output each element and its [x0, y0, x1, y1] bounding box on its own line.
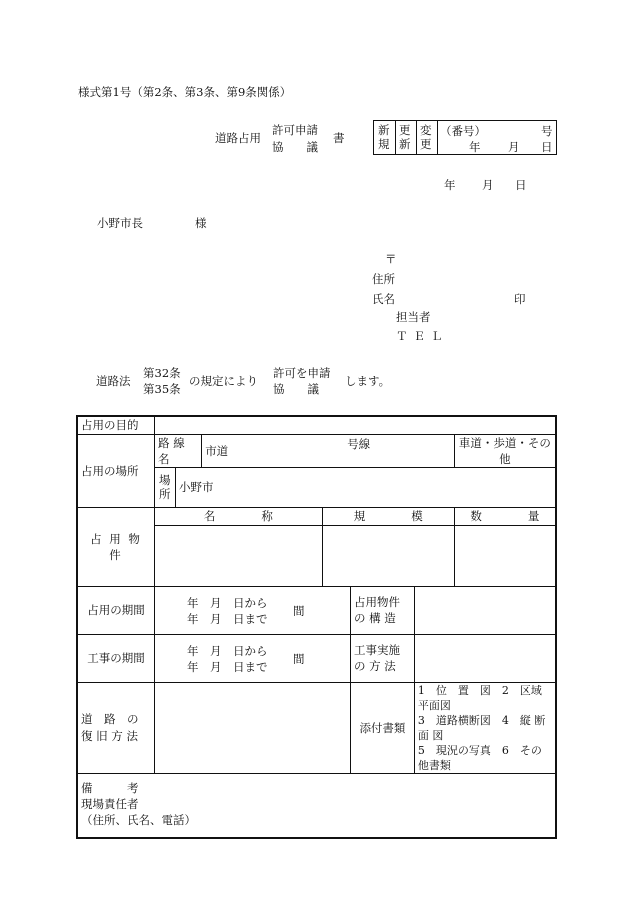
address-label: 住所 — [372, 272, 395, 286]
attach-line-1: 1 位 置 図 2 区域平面図 — [417, 683, 542, 712]
remarks-l2: 現場責任者 — [81, 796, 139, 811]
name-label: 氏名 — [372, 292, 395, 306]
attach-line-3: 5 現況の写真 6 その他書類 — [417, 743, 542, 772]
go-label: 号 — [541, 124, 553, 138]
henko-cell[interactable]: 変更 — [420, 123, 432, 151]
restore-l2: 復 旧 方 法 — [81, 728, 138, 743]
header-nen: 年 — [469, 140, 481, 154]
route-label: 路 線 名 — [155, 434, 202, 467]
date-tsuki: 月 — [482, 178, 494, 192]
remarks-l1: 備 考 — [81, 780, 139, 795]
method-l2: の 方 法 — [353, 659, 396, 673]
col-qty: 数 量 — [454, 507, 556, 525]
purpose-label: 占用の目的 — [77, 416, 155, 434]
statement-art35: 第35条 — [143, 382, 181, 396]
route-type[interactable]: 車道・歩道・その他 — [454, 434, 556, 467]
statement-law: 道路法 — [96, 374, 131, 388]
object-name-field[interactable] — [155, 525, 323, 586]
shinki-cell[interactable]: 新規 — [378, 123, 390, 151]
period-from: 年 月 日から — [187, 595, 268, 610]
work-period-field[interactable] — [155, 634, 351, 682]
method-l1: 工事実施 — [353, 643, 400, 657]
structure-field[interactable] — [414, 586, 556, 634]
statement-art32: 第32条 — [143, 366, 181, 380]
statement-kyoka: 許可を申請 — [273, 366, 331, 380]
form-title: 様式第1号（第2条、第3条、第9条関係） — [78, 85, 292, 99]
work-to: 年 月 日まで — [187, 659, 268, 674]
place-value: 小野市 — [179, 480, 214, 494]
restore-label — [77, 682, 155, 773]
work-period-label: 工事の期間 — [77, 634, 155, 682]
place-field[interactable] — [176, 467, 557, 507]
object-qty-field[interactable] — [454, 525, 556, 586]
period-to: 年 月 日まで — [187, 611, 268, 626]
date-hi: 日 — [515, 178, 527, 192]
object-scale-field[interactable] — [322, 525, 454, 586]
remarks-field[interactable] — [77, 773, 556, 838]
bango-label: （番号） — [440, 124, 486, 138]
method-field[interactable] — [414, 634, 556, 682]
structure-l2: の 構 造 — [353, 611, 396, 625]
sho-label: 書 — [333, 131, 345, 145]
remarks-l3: （住所、氏名、電話） — [81, 812, 196, 827]
person-label: 担当者 — [396, 310, 431, 324]
statement-shimasu: します。 — [345, 374, 391, 388]
col-name: 名 称 — [155, 507, 323, 525]
period-kan: 間 — [293, 603, 305, 618]
kyoka-shinsei-label: 許可申請 — [272, 123, 318, 137]
date-nen: 年 — [444, 178, 456, 192]
attach-label: 添付書類 — [350, 682, 414, 773]
addressee-name: 小野市長 — [97, 216, 143, 230]
route-field[interactable] — [202, 434, 455, 467]
attach-list — [414, 682, 556, 773]
number-box — [373, 120, 557, 155]
structure-label — [350, 586, 414, 634]
postal-mark: 〒 — [385, 252, 397, 266]
restore-field[interactable] — [155, 682, 351, 773]
koshin-cell[interactable]: 更新 — [399, 123, 411, 151]
structure-l1: 占用物件 — [353, 595, 400, 609]
period-label: 占用の期間 — [77, 586, 155, 634]
tel-label: ＴＥＬ — [396, 329, 449, 343]
attach-line-2: 3 道路横断図 4 縦 断 面 図 — [417, 713, 546, 742]
object-label: 占 用 物 件 — [77, 507, 155, 586]
kyogi-label: 協 議 — [272, 140, 318, 154]
road-use-label: 道路占用 — [215, 131, 261, 145]
place-label: 占用の場所 — [77, 434, 155, 507]
work-kan: 間 — [293, 651, 305, 666]
addressee-sama: 様 — [195, 216, 207, 230]
purpose-field[interactable] — [155, 416, 556, 434]
col-scale: 規 模 — [322, 507, 454, 525]
header-hi: 日 — [541, 140, 553, 154]
statement-provision: の規定により — [189, 374, 258, 388]
period-field[interactable] — [155, 586, 351, 634]
application-table — [76, 415, 557, 839]
route-suffix: 号線 — [347, 436, 371, 451]
method-label — [350, 634, 414, 682]
restore-l1: 道 路 の — [81, 711, 139, 726]
header-tsuki: 月 — [508, 140, 520, 154]
basho-label: 場所 — [155, 467, 176, 507]
route-value: 市道 — [205, 443, 229, 458]
work-from: 年 月 日から — [187, 643, 268, 658]
statement-kyogi: 協 議 — [273, 382, 319, 396]
seal-label: 印 — [514, 292, 526, 306]
